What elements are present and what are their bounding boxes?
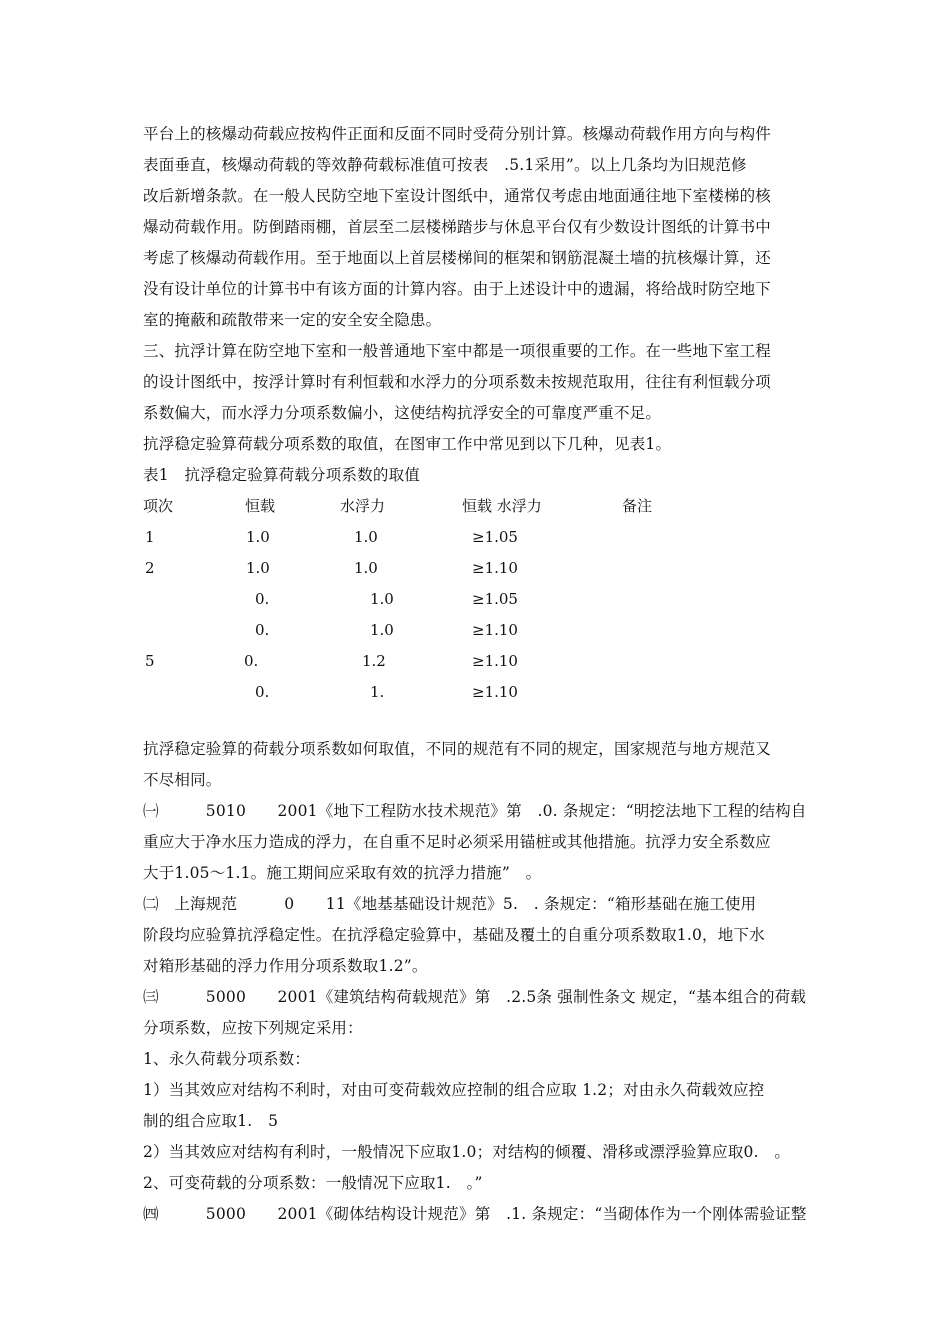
paragraph-line: 2）当其效应对结构有利时，一般情况下应取1.0；对结构的倾覆、滑移或漂浮验算应取0. 。: [143, 1143, 791, 1161]
table-cell: 0.: [255, 621, 270, 639]
paragraph-line: 的设计图纸中，按浮计算时有利恒载和水浮力的分项系数未按规范取用，往往有利恒载分项: [143, 373, 772, 391]
paragraph-line: 对箱形基础的浮力作用分项系数取1.2”。: [143, 957, 428, 975]
paragraph-line: 重应大于净水压力造成的浮力，在自重不足时必须采用锚桩或其他措施。抗浮力安全系数应: [143, 833, 772, 851]
table-cell: 1: [145, 528, 155, 546]
paragraph-line: 三、抗浮计算在防空地下室和一般普通地下室中都是一项很重要的工作。在一些地下室工程: [143, 342, 772, 360]
paragraph-line: 平台上的核爆动荷载应按构件正面和反面不同时受荷分别计算。核爆动荷载作用方向与构件: [143, 125, 772, 143]
paragraph-line: 分项系数，应按下列规定采用：: [143, 1019, 363, 1037]
table-cell: 1.: [370, 683, 385, 701]
paragraph-line: 大于1.05～1.1。施工期间应采取有效的抗浮力措施” 。: [143, 864, 542, 882]
paragraph-line: 阶段均应验算抗浮稳定性。在抗浮稳定验算中，基础及覆土的自重分项系数取1.0，地下水: [143, 926, 765, 944]
paragraph-line: 抗浮稳定验算荷载分项系数的取值，在图审工作中常见到以下几种，见表1。: [143, 435, 672, 453]
table-cell: 0.: [255, 683, 270, 701]
table-header-cell: 项次: [143, 497, 174, 515]
table-cell: 1.0: [354, 528, 378, 546]
paragraph-line: 1）当其效应对结构不利时，对由可变荷载效应控制的组合应取 1.2；对由永久荷载效应控: [143, 1081, 765, 1099]
table-cell: 2: [145, 559, 155, 577]
table-cell: ≥1.10: [472, 652, 518, 670]
table-cell: 1.0: [246, 528, 270, 546]
paragraph-line: 考虑了核爆动荷载作用。至于地面以上首层楼梯间的框架和钢筋混凝土墙的抗核爆计算，还: [143, 249, 772, 267]
table-cell: 1.0: [246, 559, 270, 577]
paragraph-line: ㈡ 上海规范 0 11《地基基础设计规范》5. . 条规定：“箱形基础在施工使用: [143, 895, 757, 913]
paragraph-line: 改后新增条款。在一般人民防空地下室设计图纸中，通常仅考虑由地面通往地下室楼梯的核: [143, 187, 772, 205]
table-header-cell: 水浮力: [340, 497, 386, 515]
paragraph-line: 2、可变荷载的分项系数：一般情况下应取1. 。”: [143, 1174, 483, 1192]
paragraph-line: 爆动荷载作用。防倒踏雨棚，首层至二层楼梯踏步与休息平台仅有少数设计图纸的计算书中: [143, 218, 772, 236]
paragraph-line: 表面垂直，核爆动荷载的等效静荷载标准值可按表 .5.1采用”。以上几条均为旧规范修: [143, 156, 747, 174]
table-cell: 1.2: [362, 652, 386, 670]
table-cell: ≥1.10: [472, 621, 518, 639]
table-cell: 0.: [255, 590, 270, 608]
table-header-cell: 恒载: [245, 497, 276, 515]
paragraph-line: 1、永久荷载分项系数：: [143, 1050, 311, 1068]
table-header-cell: 恒载 水浮力: [462, 497, 542, 515]
table-cell: 0.: [244, 652, 259, 670]
table-cell: 1.0: [370, 621, 394, 639]
paragraph-line: 表1 抗浮稳定验算荷载分项系数的取值: [143, 466, 420, 484]
table-cell: ≥1.10: [472, 683, 518, 701]
paragraph-line: 室的掩蔽和疏散带来一定的安全安全隐患。: [143, 311, 442, 329]
table-cell: 1.0: [370, 590, 394, 608]
paragraph-line: 抗浮稳定验算的荷载分项系数如何取值，不同的规范有不同的规定，国家规范与地方规范又: [143, 740, 772, 758]
table-cell: ≥1.05: [472, 528, 518, 546]
paragraph-line: 不尽相同。: [143, 771, 222, 789]
paragraph-line: 没有设计单位的计算书中有该方面的计算内容。由于上述设计中的遗漏，将给战时防空地下: [143, 280, 772, 298]
paragraph-line: 系数偏大，而水浮力分项系数偏小，这使结构抗浮安全的可靠度严重不足。: [143, 404, 662, 422]
table-cell: 1.0: [354, 559, 378, 577]
paragraph-line: ㈢ 5000 2001《建筑结构荷载规范》第 .2.5条 强制性条文 规定，“基本组合的荷载: [143, 988, 807, 1006]
paragraph-line: 制的组合应取1. 5: [143, 1112, 279, 1130]
table-cell: 5: [145, 652, 155, 670]
table-header-cell: 备注: [622, 497, 653, 515]
table-cell: ≥1.05: [472, 590, 518, 608]
table-cell: ≥1.10: [472, 559, 518, 577]
paragraph-line: ㈠ 5010 2001《地下工程防水技术规范》第 .0. 条规定：“明挖法地下工程的结构自: [143, 802, 807, 820]
paragraph-line: ㈣ 5000 2001《砌体结构设计规范》第 .1. 条规定：“当砌体作为一个刚体需验证整: [143, 1205, 807, 1223]
